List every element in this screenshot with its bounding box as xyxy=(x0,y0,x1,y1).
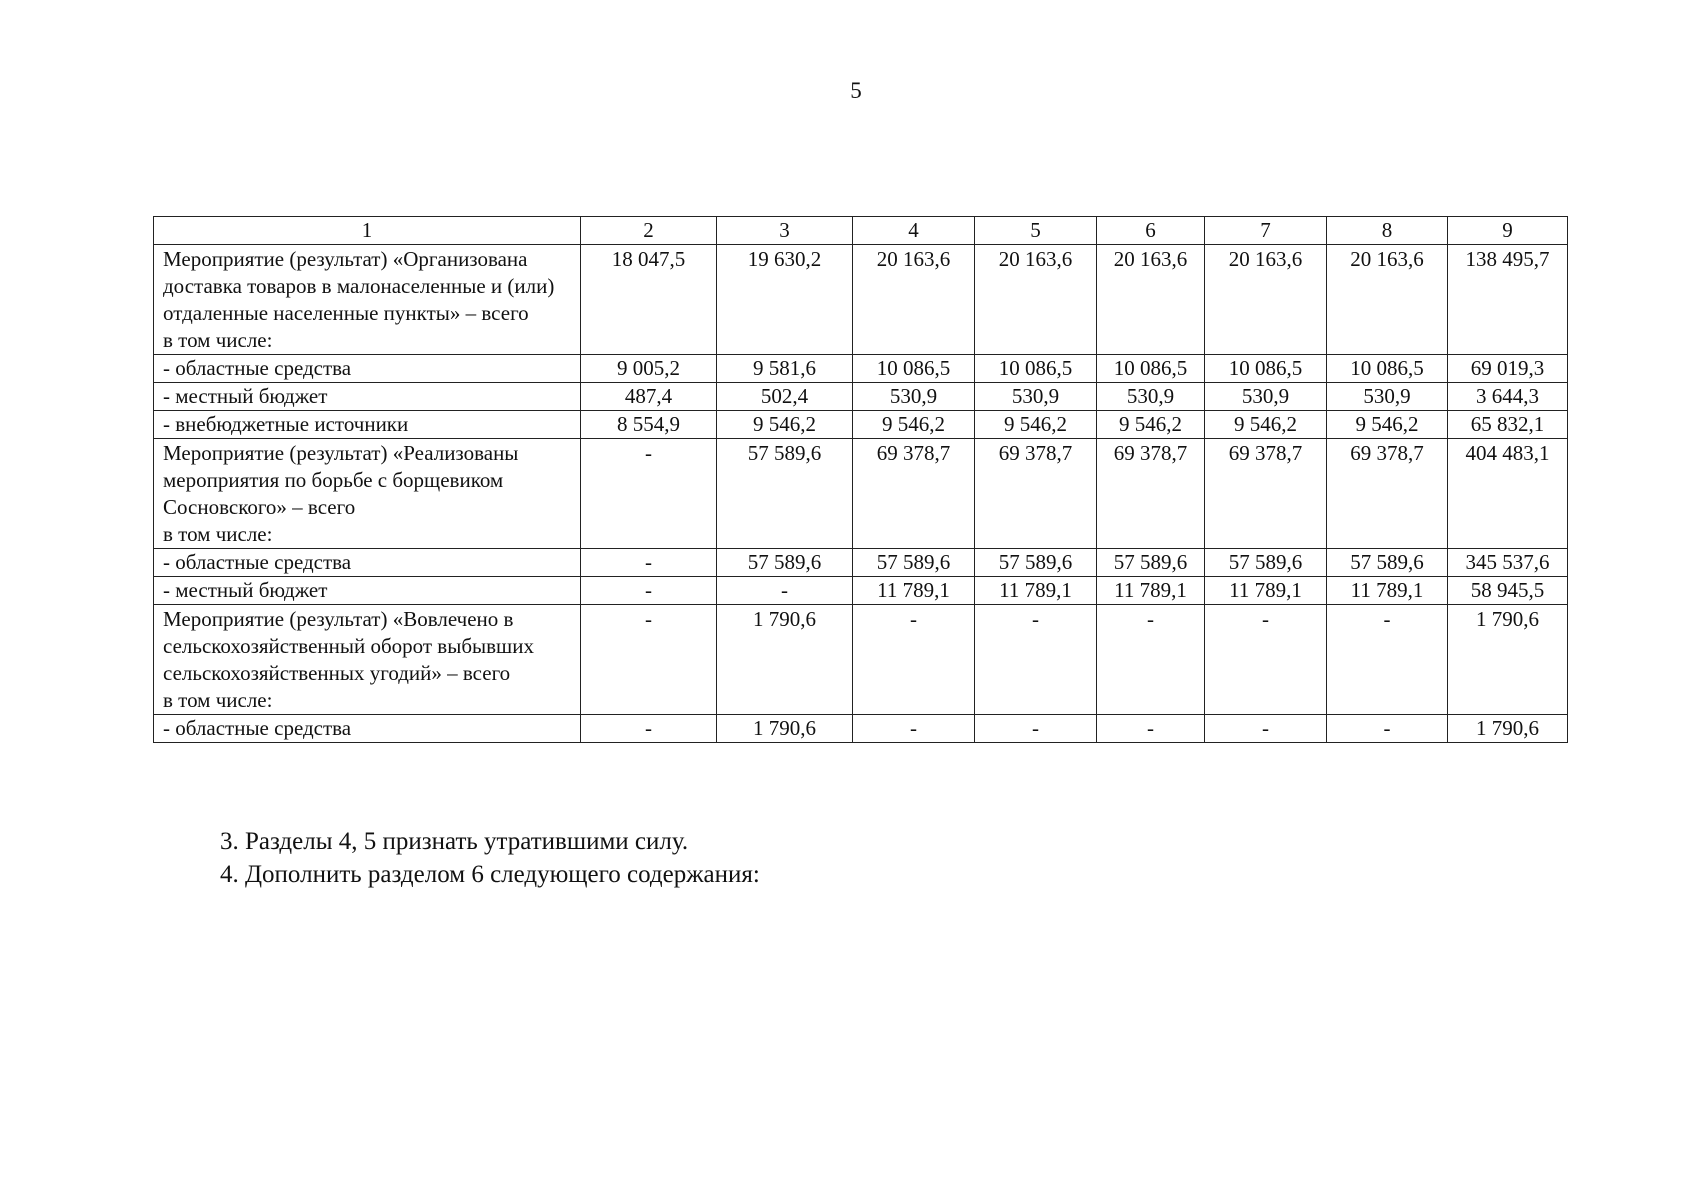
table-row-funding-source xyxy=(154,383,1568,411)
value-cell: 1 790,6 xyxy=(1448,605,1568,715)
value-cell: - xyxy=(581,715,717,743)
column-number-header: 3 xyxy=(717,217,853,245)
row-label: - внебюджетные источники xyxy=(154,411,581,439)
row-label: Мероприятие (результат) «Реализованы мероприятия по борьбе с борщевиком Сосновского» – всего в том числе: xyxy=(154,439,581,549)
value-cell: 3 644,3 xyxy=(1448,383,1568,411)
value-cell: 11 789,1 xyxy=(1327,577,1448,605)
value-cell: 69 378,7 xyxy=(1097,439,1205,549)
value-cell: 11 789,1 xyxy=(1097,577,1205,605)
value-cell: 1 790,6 xyxy=(717,605,853,715)
value-cell: - xyxy=(975,715,1097,743)
value-cell: 502,4 xyxy=(717,383,853,411)
row-label: - местный бюджет xyxy=(154,577,581,605)
column-number-header: 6 xyxy=(1097,217,1205,245)
value-cell: 69 378,7 xyxy=(1205,439,1327,549)
value-cell: 1 790,6 xyxy=(717,715,853,743)
column-number-header: 4 xyxy=(853,217,975,245)
value-cell: 10 086,5 xyxy=(853,355,975,383)
budget-table xyxy=(153,216,1568,743)
value-cell: 69 378,7 xyxy=(853,439,975,549)
value-cell: - xyxy=(1205,715,1327,743)
value-cell: - xyxy=(1327,605,1448,715)
value-cell: 65 832,1 xyxy=(1448,411,1568,439)
value-cell: 57 589,6 xyxy=(717,439,853,549)
column-number-header: 5 xyxy=(975,217,1097,245)
value-cell: - xyxy=(717,577,853,605)
value-cell: 138 495,7 xyxy=(1448,245,1568,355)
row-label: - областные средства xyxy=(154,715,581,743)
value-cell: 1 790,6 xyxy=(1448,715,1568,743)
value-cell: 20 163,6 xyxy=(1205,245,1327,355)
value-cell: 530,9 xyxy=(1205,383,1327,411)
value-cell: 9 546,2 xyxy=(1205,411,1327,439)
value-cell: 530,9 xyxy=(1097,383,1205,411)
value-cell: - xyxy=(975,605,1097,715)
value-cell: 57 589,6 xyxy=(717,549,853,577)
table-header-row xyxy=(154,217,1568,245)
value-cell: 9 546,2 xyxy=(853,411,975,439)
value-cell: 11 789,1 xyxy=(1205,577,1327,605)
value-cell: 20 163,6 xyxy=(975,245,1097,355)
value-cell: - xyxy=(581,577,717,605)
value-cell: 8 554,9 xyxy=(581,411,717,439)
value-cell: - xyxy=(1097,715,1205,743)
paragraph-sections-repealed: 3. Разделы 4, 5 признать утратившими силу. xyxy=(220,828,689,855)
value-cell: 11 789,1 xyxy=(853,577,975,605)
value-cell: 69 378,7 xyxy=(1327,439,1448,549)
value-cell: 10 086,5 xyxy=(1327,355,1448,383)
table-row-activity xyxy=(154,439,1568,549)
value-cell: - xyxy=(853,605,975,715)
value-cell: 530,9 xyxy=(1327,383,1448,411)
value-cell: 57 589,6 xyxy=(1327,549,1448,577)
value-cell: 530,9 xyxy=(853,383,975,411)
value-cell: 57 589,6 xyxy=(853,549,975,577)
value-cell: 11 789,1 xyxy=(975,577,1097,605)
value-cell: 57 589,6 xyxy=(1097,549,1205,577)
column-number-header: 7 xyxy=(1205,217,1327,245)
value-cell: 20 163,6 xyxy=(853,245,975,355)
value-cell: 69 019,3 xyxy=(1448,355,1568,383)
value-cell: - xyxy=(1205,605,1327,715)
value-cell: 9 546,2 xyxy=(1327,411,1448,439)
row-label: Мероприятие (результат) «Организована доставка товаров в малонаселенные и (или) отдаленные населенные пункты» – всего в том числе: xyxy=(154,245,581,355)
value-cell: - xyxy=(581,439,717,549)
table-body xyxy=(154,217,1568,743)
value-cell: 530,9 xyxy=(975,383,1097,411)
value-cell: 57 589,6 xyxy=(1205,549,1327,577)
value-cell: 19 630,2 xyxy=(717,245,853,355)
row-label: - местный бюджет xyxy=(154,383,581,411)
column-number-header: 8 xyxy=(1327,217,1448,245)
value-cell: 404 483,1 xyxy=(1448,439,1568,549)
value-cell: - xyxy=(581,605,717,715)
value-cell: 58 945,5 xyxy=(1448,577,1568,605)
value-cell: 9 546,2 xyxy=(1097,411,1205,439)
row-label: Мероприятие (результат) «Вовлечено в сельскохозяйственный оборот выбывших сельскохозяйственных угодий» – всего в том числе: xyxy=(154,605,581,715)
table-row-funding-source xyxy=(154,715,1568,743)
value-cell: 10 086,5 xyxy=(975,355,1097,383)
row-label: - областные средства xyxy=(154,355,581,383)
value-cell: 20 163,6 xyxy=(1097,245,1205,355)
value-cell: 18 047,5 xyxy=(581,245,717,355)
value-cell: 69 378,7 xyxy=(975,439,1097,549)
value-cell: 20 163,6 xyxy=(1327,245,1448,355)
value-cell: 345 537,6 xyxy=(1448,549,1568,577)
page-number: 5 xyxy=(850,78,862,103)
column-number-header: 9 xyxy=(1448,217,1568,245)
table-row-funding-source xyxy=(154,411,1568,439)
value-cell: 9 546,2 xyxy=(717,411,853,439)
table-row-funding-source xyxy=(154,355,1568,383)
value-cell: - xyxy=(1097,605,1205,715)
value-cell: 9 581,6 xyxy=(717,355,853,383)
value-cell: - xyxy=(581,549,717,577)
value-cell: - xyxy=(853,715,975,743)
value-cell: 10 086,5 xyxy=(1097,355,1205,383)
value-cell: - xyxy=(1327,715,1448,743)
column-number-header: 2 xyxy=(581,217,717,245)
table-row-funding-source xyxy=(154,549,1568,577)
value-cell: 57 589,6 xyxy=(975,549,1097,577)
paragraph-add-section: 4. Дополнить разделом 6 следующего содержания: xyxy=(220,861,760,888)
column-number-header: 1 xyxy=(154,217,581,245)
table-row-activity xyxy=(154,605,1568,715)
row-label: - областные средства xyxy=(154,549,581,577)
value-cell: 487,4 xyxy=(581,383,717,411)
table-row-activity xyxy=(154,245,1568,355)
value-cell: 9 546,2 xyxy=(975,411,1097,439)
value-cell: 10 086,5 xyxy=(1205,355,1327,383)
table-row-funding-source xyxy=(154,577,1568,605)
value-cell: 9 005,2 xyxy=(581,355,717,383)
